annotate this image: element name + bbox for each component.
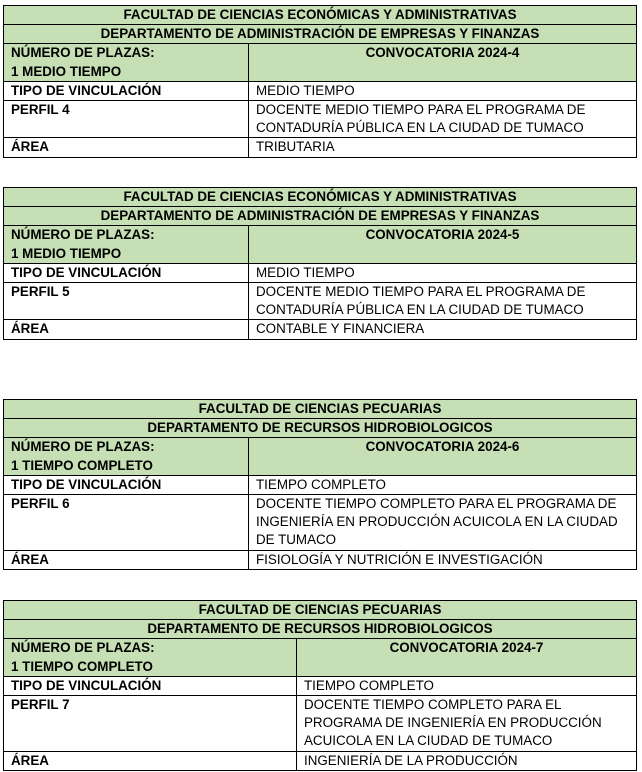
header-row-facultad bbox=[4, 601, 637, 620]
perfil-line: PROGRAMA DE INGENIERÍA EN PRODUCCIÓN bbox=[304, 715, 602, 731]
convocatoria-table-2024-4 bbox=[3, 5, 637, 158]
header-row-departamento bbox=[4, 207, 637, 226]
perfil-line: DE TUMACO bbox=[256, 532, 337, 548]
header-row-departamento bbox=[4, 620, 637, 639]
convocatoria-number: CONVOCATORIA 2024-4 bbox=[249, 44, 637, 81]
perfil-label: PERFIL 5 bbox=[4, 283, 249, 320]
perfil-line: DOCENTE TIEMPO COMPLETO PARA EL bbox=[304, 697, 562, 713]
vinculacion-label: TIPO DE VINCULACIÓN bbox=[4, 263, 249, 282]
plazas-label: NÚMERO DE PLAZAS: bbox=[11, 640, 155, 656]
plazas-cell bbox=[4, 44, 249, 81]
area-row bbox=[4, 320, 637, 339]
vinculacion-value: TIEMPO COMPLETO bbox=[249, 475, 637, 494]
vinculacion-label: TIPO DE VINCULACIÓN bbox=[4, 81, 249, 100]
perfil-line: DOCENTE MEDIO TIEMPO PARA EL PROGRAMA DE bbox=[256, 102, 586, 118]
convocatoria-table-2024-6 bbox=[3, 399, 637, 570]
plazas-value: 1 MEDIO TIEMPO bbox=[11, 245, 122, 261]
perfil-label: PERFIL 6 bbox=[4, 495, 249, 551]
vinculacion-row bbox=[4, 475, 637, 494]
plazas-label: NÚMERO DE PLAZAS: bbox=[11, 439, 155, 455]
header-row-facultad bbox=[4, 6, 637, 25]
facultad-title: FACULTAD DE CIENCIAS PECUARIAS bbox=[4, 400, 637, 419]
perfil-line: CONTADURÍA PÚBLICA EN LA CIUDAD DE TUMACO bbox=[256, 302, 584, 318]
convocatoria-number: CONVOCATORIA 2024-7 bbox=[297, 639, 637, 676]
perfil-row bbox=[4, 101, 637, 138]
area-label: ÁREA bbox=[4, 751, 297, 770]
plazas-value: 1 TIEMPO COMPLETO bbox=[11, 457, 153, 473]
plazas-cell bbox=[4, 226, 249, 263]
area-value: FISIOLOGÍA Y NUTRICIÓN E INVESTIGACIÓN bbox=[249, 550, 637, 569]
area-row bbox=[4, 550, 637, 569]
plazas-label: NÚMERO DE PLAZAS: bbox=[11, 45, 155, 61]
vinculacion-row bbox=[4, 676, 637, 695]
departamento-title: DEPARTAMENTO DE ADMINISTRACIÓN DE EMPRESAS Y FINANZAS bbox=[4, 207, 637, 226]
perfil-line: DOCENTE TIEMPO COMPLETO PARA EL PROGRAMA DE bbox=[256, 496, 617, 512]
perfil-line: CONTADURÍA PÚBLICA EN LA CIUDAD DE TUMACO bbox=[256, 120, 584, 136]
plazas-label: NÚMERO DE PLAZAS: bbox=[11, 227, 155, 243]
vinculacion-value: TIEMPO COMPLETO bbox=[297, 676, 637, 695]
vinculacion-value: MEDIO TIEMPO bbox=[249, 81, 637, 100]
convocatoria-table-2024-5 bbox=[3, 187, 637, 340]
convocatoria-table-2024-7 bbox=[3, 600, 637, 771]
perfil-line: ACUICOLA EN LA CIUDAD DE TUMACO bbox=[304, 733, 553, 749]
perfil-line: DOCENTE MEDIO TIEMPO PARA EL PROGRAMA DE bbox=[256, 284, 586, 300]
perfil-label: PERFIL 4 bbox=[4, 101, 249, 138]
vinculacion-label: TIPO DE VINCULACIÓN bbox=[4, 676, 297, 695]
convocatoria-number: CONVOCATORIA 2024-6 bbox=[249, 438, 637, 475]
header-row-facultad bbox=[4, 188, 637, 207]
convocatoria-number: CONVOCATORIA 2024-5 bbox=[249, 226, 637, 263]
perfil-row bbox=[4, 696, 637, 752]
plazas-row bbox=[4, 226, 637, 263]
area-label: ÁREA bbox=[4, 550, 249, 569]
area-value: TRIBUTARIA bbox=[249, 138, 637, 157]
plazas-value: 1 MEDIO TIEMPO bbox=[11, 63, 122, 79]
plazas-cell bbox=[4, 639, 297, 676]
perfil-row bbox=[4, 495, 637, 551]
area-label: ÁREA bbox=[4, 138, 249, 157]
header-row-departamento bbox=[4, 419, 637, 438]
perfil-line: INGENIERÍA EN PRODUCCIÓN ACUICOLA EN LA CIUDAD bbox=[256, 514, 618, 530]
perfil-label: PERFIL 7 bbox=[4, 696, 297, 752]
facultad-title: FACULTAD DE CIENCIAS ECONÓMICAS Y ADMINISTRATIVAS bbox=[4, 188, 637, 207]
vinculacion-label: TIPO DE VINCULACIÓN bbox=[4, 475, 249, 494]
area-value: INGENIERÍA DE LA PRODUCCIÓN bbox=[297, 751, 637, 770]
plazas-value: 1 TIEMPO COMPLETO bbox=[11, 658, 153, 674]
vinculacion-value: MEDIO TIEMPO bbox=[249, 263, 637, 282]
vinculacion-row bbox=[4, 263, 637, 282]
plazas-cell bbox=[4, 438, 249, 475]
header-row-facultad bbox=[4, 400, 637, 419]
departamento-title: DEPARTAMENTO DE RECURSOS HIDROBIOLOGICOS bbox=[4, 419, 637, 438]
plazas-row bbox=[4, 44, 637, 81]
area-label: ÁREA bbox=[4, 320, 249, 339]
plazas-row bbox=[4, 639, 637, 676]
departamento-title: DEPARTAMENTO DE RECURSOS HIDROBIOLOGICOS bbox=[4, 620, 637, 639]
plazas-row bbox=[4, 438, 637, 475]
facultad-title: FACULTAD DE CIENCIAS ECONÓMICAS Y ADMINISTRATIVAS bbox=[4, 6, 637, 25]
perfil-description bbox=[249, 283, 637, 320]
area-row bbox=[4, 138, 637, 157]
header-row-departamento bbox=[4, 25, 637, 44]
perfil-description bbox=[249, 495, 637, 551]
area-value: CONTABLE Y FINANCIERA bbox=[249, 320, 637, 339]
departamento-title: DEPARTAMENTO DE ADMINISTRACIÓN DE EMPRESAS Y FINANZAS bbox=[4, 25, 637, 44]
perfil-description bbox=[249, 101, 637, 138]
area-row bbox=[4, 751, 637, 770]
vinculacion-row bbox=[4, 81, 637, 100]
perfil-row bbox=[4, 283, 637, 320]
facultad-title: FACULTAD DE CIENCIAS PECUARIAS bbox=[4, 601, 637, 620]
perfil-description bbox=[297, 696, 637, 752]
